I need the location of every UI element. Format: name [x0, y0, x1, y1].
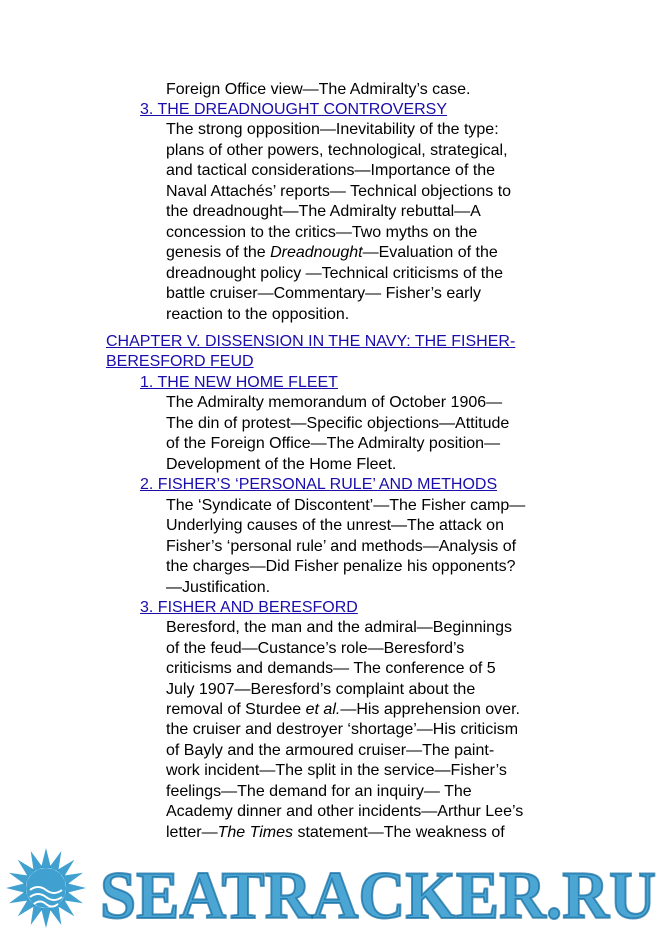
- text-run: —His apprehension over.: [340, 701, 520, 718]
- desc-line: Foreign Office view—The Admiralty’s case.: [166, 81, 471, 98]
- desc-line: criticisms and demands— The conference of 5: [166, 660, 496, 677]
- desc-line: Underlying causes of the unrest—The attack on: [166, 517, 504, 534]
- watermark: [0, 846, 670, 944]
- desc-line: Beresford, the man and the admiral—Beginnings: [166, 619, 512, 636]
- desc-line: [166, 243, 498, 263]
- italic-title: Dreadnought: [270, 244, 363, 261]
- desc-line: and tactical considerations—Importance of the: [166, 162, 496, 179]
- watermark-text: SEATRACKER.RU: [100, 857, 656, 933]
- desc-line: dreadnought policy —Technical criticisms of the: [166, 265, 504, 282]
- desc-line: of the feud—Custance’s role—Beresford’s: [166, 640, 465, 657]
- italic-title: The Times: [217, 824, 294, 841]
- desc-line: concession to the critics—Two myths on the: [166, 224, 478, 241]
- toc-link-personal-rule[interactable]: 2. FISHER’S ‘PERSONAL RULE’ AND METHODS: [140, 476, 498, 493]
- desc-line: Academy dinner and other incidents—Arthur Lee’s: [166, 803, 524, 820]
- desc-line: The Admiralty memorandum of October 1906—: [166, 394, 503, 411]
- sun-icon: [6, 848, 86, 928]
- desc-line: feelings—The demand for an inquiry— The: [166, 783, 472, 800]
- text-run: —Evaluation of the: [362, 244, 498, 261]
- desc-line: the charges—Did Fisher penalize his opponents?: [166, 558, 516, 575]
- desc-line: [166, 823, 505, 843]
- toc-link-chapter-v[interactable]: CHAPTER V. DISSENSION IN THE NAVY: THE FISHER-: [106, 333, 516, 350]
- desc-line: Development of the Home Fleet.: [166, 456, 397, 473]
- desc-line: Naval Attachés’ reports— Technical objections to: [166, 183, 512, 200]
- toc-link-dreadnought-controversy[interactable]: 3. THE DREADNOUGHT CONTROVERSY: [140, 101, 448, 118]
- desc-line: work incident—The split in the service—Fisher’s: [166, 762, 507, 779]
- desc-line: the dreadnought—The Admiralty rebuttal—A: [166, 203, 481, 220]
- desc-line: The strong opposition—Inevitability of the type:: [166, 121, 499, 138]
- desc-line: The ‘Syndicate of Discontent’—The Fisher camp—: [166, 497, 526, 514]
- toc-link-new-home-fleet[interactable]: 1. THE NEW HOME FLEET: [140, 374, 338, 391]
- desc-line: plans of other powers, technological, strategical,: [166, 142, 508, 159]
- desc-line: battle cruiser—Commentary— Fisher’s early: [166, 285, 482, 302]
- desc-line: July 1907—Beresford’s complaint about the: [166, 681, 476, 698]
- desc-line: of the Foreign Office—The Admiralty position—: [166, 435, 501, 452]
- toc-link-fisher-and-beresford[interactable]: 3. FISHER AND BERESFORD: [140, 599, 358, 616]
- desc-line: the cruiser and destroyer ‘shortage’—His criticism: [166, 721, 519, 738]
- toc-link-chapter-v-cont[interactable]: BERESFORD FEUD: [106, 353, 254, 370]
- italic-phrase: et al.: [305, 701, 341, 718]
- text-run: letter—: [166, 824, 218, 841]
- text-run: genesis of the: [166, 244, 271, 261]
- desc-line: [166, 700, 520, 720]
- text-run: removal of Sturdee: [166, 701, 306, 718]
- desc-line: The din of protest—Specific objections—Attitude: [166, 415, 510, 432]
- desc-line: reaction to the opposition.: [166, 306, 350, 323]
- desc-line: —Justification.: [166, 579, 271, 596]
- desc-line: of Bayly and the armoured cruiser—The paint-: [166, 742, 495, 759]
- desc-line: Fisher’s ‘personal rule’ and methods—Analysis of: [166, 538, 517, 555]
- text-run: statement—The weakness of: [293, 824, 505, 841]
